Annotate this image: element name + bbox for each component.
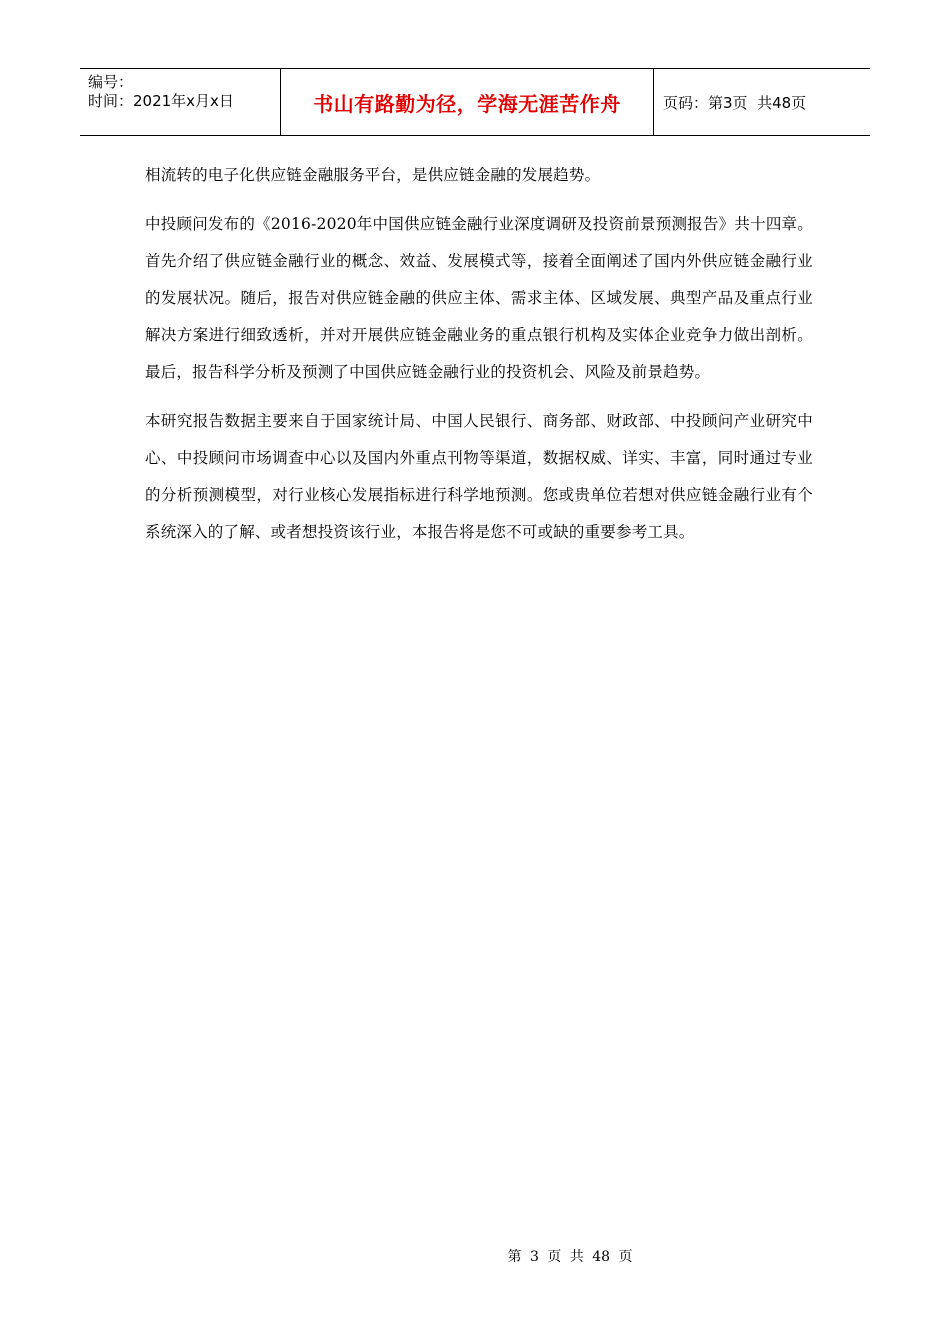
document-date: 时间：2021年x月x日 — [88, 92, 234, 110]
document-header — [80, 68, 870, 136]
body-paragraph: 中投顾问发布的《2016-2020年中国供应链金融行业深度调研及投资前景预测报告》共十四章。首先介绍了供应链金融行业的概念、效益、发展模式等，接着全面阐述了国内外供应链金融行业的发展状况。随后，报告对供应链金融的供应主体、需求主体、区域发展、典型产品及重点行业解决方案进行细致透析，并对开展供应链金融业务的重点银行机构及实体企业竞争力做出剖析。最后，报告科学分析及预测了中国供应链金融行业的投资机会、风险及前景趋势。 — [145, 215, 813, 381]
header-motto-cell — [281, 69, 654, 135]
header-motto: 书山有路勤为径，学海无涯苦作舟 — [313, 91, 621, 116]
body-paragraph: 本研究报告数据主要来自于国家统计局、中国人民银行、商务部、财政部、中投顾问产业研究中心、中投顾问市场调查中心以及国内外重点刊物等渠道，数据权威、详实、丰富，同时通过专业的分析预测模型，对行业核心发展指标进行科学地预测。您或贵单位若想对供应链金融行业有个系统深入的了解、或者想投资该行业，本报告将是您不可或缺的重要参考工具。 — [145, 412, 813, 541]
header-page-info: 页码：第3页 共48页 — [663, 93, 807, 112]
document-number-label: 编号： — [88, 73, 134, 91]
header-meta-cell — [80, 69, 281, 135]
document-body — [145, 157, 813, 563]
page-footer: 第 3 页 共 48 页 — [507, 1249, 633, 1265]
body-paragraph: 相流转的电子化供应链金融服务平台，是供应链金融的发展趋势。 — [145, 166, 601, 184]
header-page-cell — [654, 69, 870, 135]
